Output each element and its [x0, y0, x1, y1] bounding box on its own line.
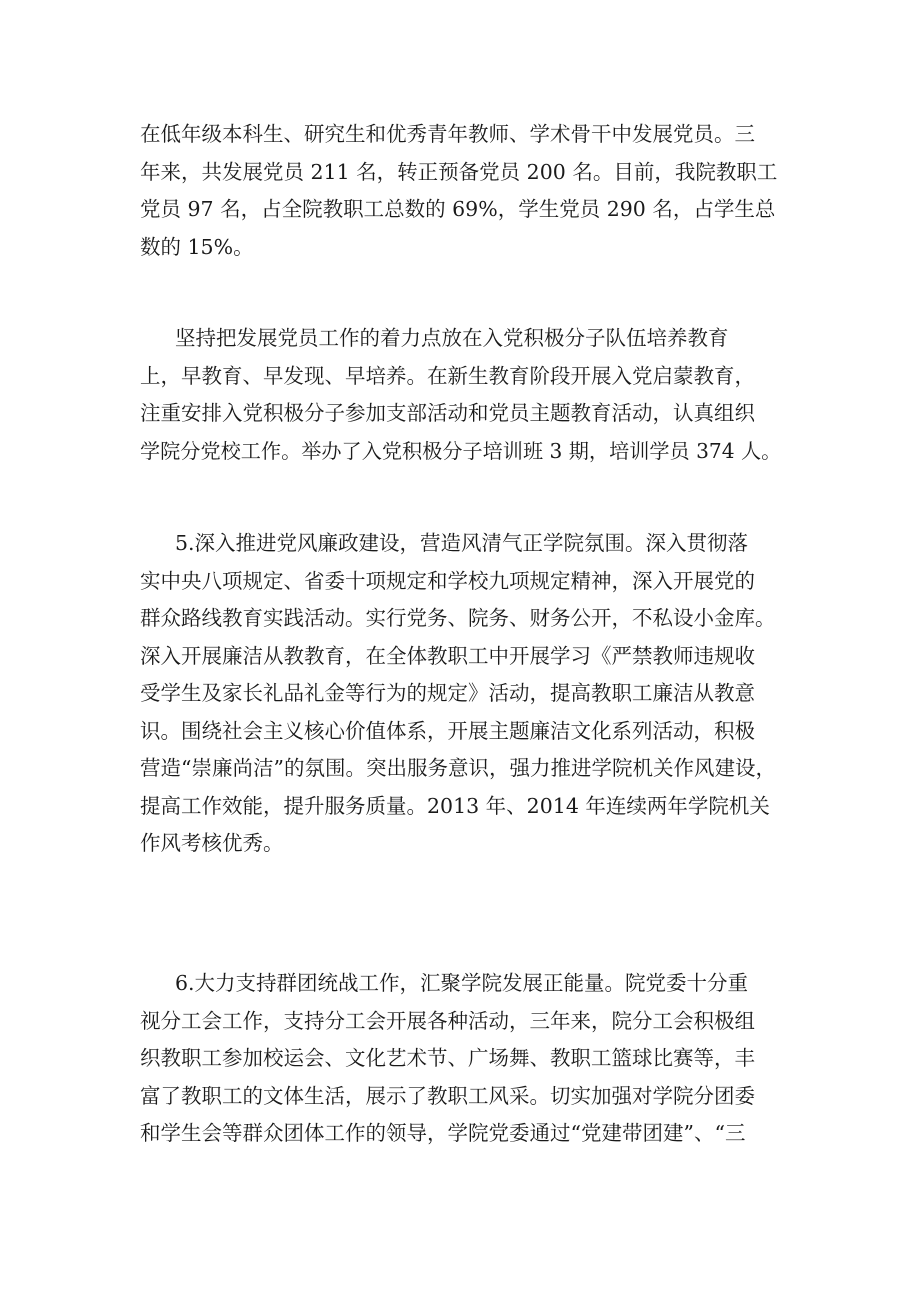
text-line: 党员 97 名，占全院教职工总数的 69%，学生党员 290 名，占学生总 [140, 197, 776, 221]
text-line: 注重安排入党积极分子参加支部活动和党员主题教育活动，认真组织 [140, 401, 755, 425]
text-line: 群众路线教育实践活动。实行党务、院务、财务公开，不私设小金库。 [140, 606, 776, 630]
paragraph-3 [140, 525, 785, 863]
text-line: 作风考核优秀。 [140, 831, 284, 855]
text-line: 学院分党校工作。举办了入党积极分子培训班 3 期，培训学员 374 人。 [140, 438, 782, 463]
text-line: 提高工作效能，提升服务质量。2013 年、2014 年连续两年学院机关 [140, 793, 770, 818]
paragraph-1 [140, 116, 785, 266]
text-line: 实中央八项规定、省委十项规定和学校九项规定精神，深入开展党的 [140, 568, 755, 593]
text-line: 织教职工参加校运会、文化艺术节、广场舞、教职工篮球比赛等，丰 [140, 1046, 755, 1070]
paragraph-4 [140, 965, 785, 1153]
text-line: 数的 15%。 [140, 234, 254, 259]
text-line: 6.大力支持群团统战工作，汇聚学院发展正能量。院党委十分重 [175, 971, 749, 995]
text-line: 坚持把发展党员工作的着力点放在入党积极分子队伍培养教育 [175, 326, 729, 350]
text-line: 5.深入推进党风廉政建设，营造风清气正学院氛围。深入贯彻落 [175, 531, 749, 555]
text-line: 在低年级本科生、研究生和优秀青年教师、学术骨干中发展党员。三 [140, 122, 755, 146]
text-line: 受学生及家长礼品礼金等行为的规定》活动，提高教职工廉洁从教意 [140, 681, 755, 705]
text-line: 营造“崇廉尚洁”的氛围。突出服务意识，强力推进学院机关作风建设， [140, 756, 776, 780]
text-line: 深入开展廉洁从教教育，在全体教职工中开展学习《严禁教师违规收 [140, 643, 755, 668]
text-line: 年来，共发展党员 211 名，转正预备党员 200 名。目前，我院教职工 [140, 159, 778, 184]
text-line: 视分工会工作，支持分工会开展各种活动，三年来，院分工会积极组 [140, 1008, 755, 1033]
text-line: 上，早教育、早发现、早培养。在新生教育阶段开展入党启蒙教育， [140, 363, 755, 388]
text-line: 和学生会等群众团体工作的领导，学院党委通过“党建带团建”、“三 [140, 1121, 746, 1145]
text-line: 识。围绕社会主义核心价值体系，开展主题廉洁文化系列活动，积极 [140, 718, 755, 743]
paragraph-2 [140, 320, 785, 470]
text-line: 富了教职工的文体生活，展示了教职工风采。切实加强对学院分团委 [140, 1083, 755, 1108]
